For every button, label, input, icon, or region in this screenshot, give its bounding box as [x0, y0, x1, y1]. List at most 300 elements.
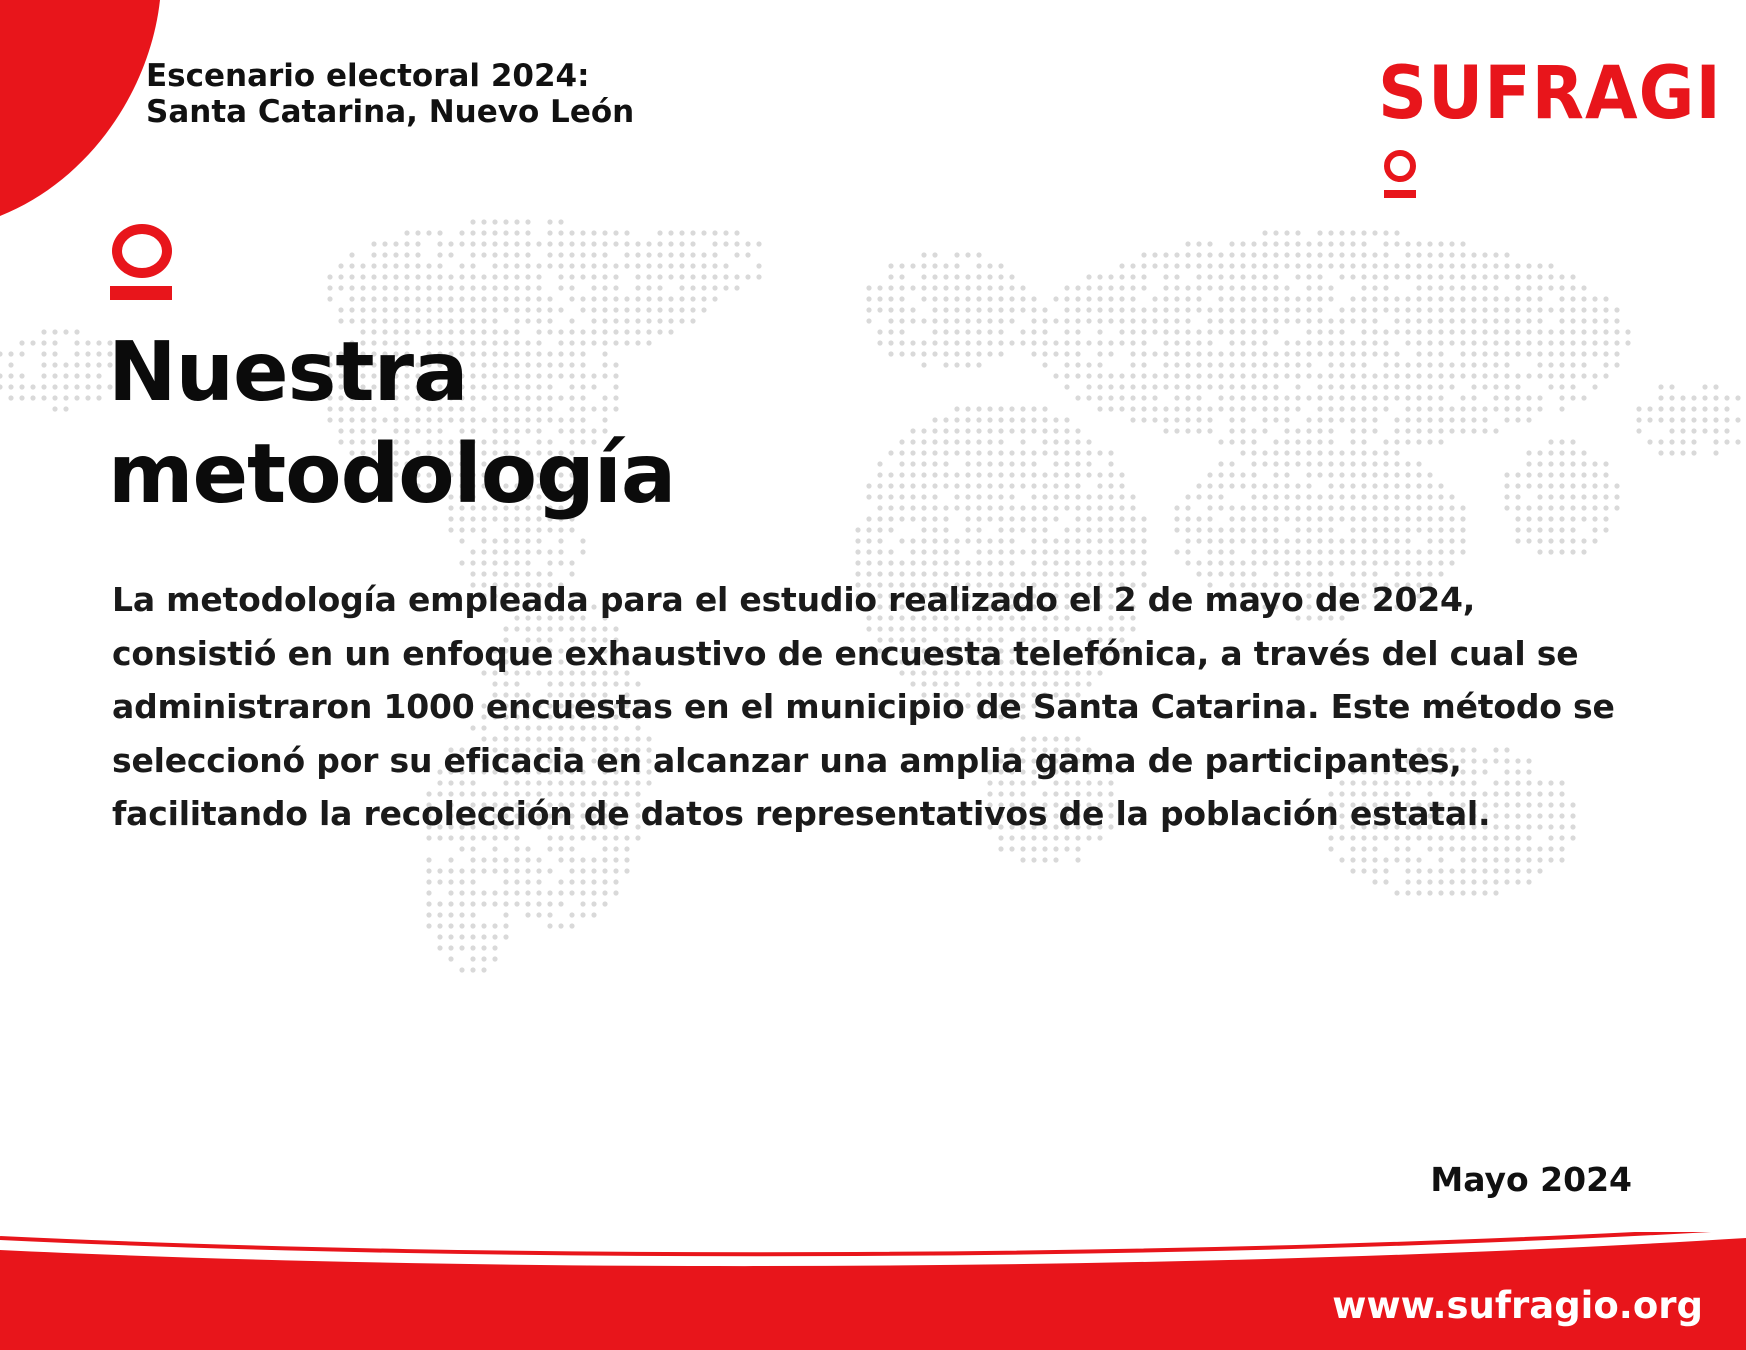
map-dot — [1339, 362, 1344, 367]
map-dot — [481, 538, 486, 543]
map-dot — [899, 538, 904, 543]
map-dot — [459, 307, 464, 312]
map-dot — [1339, 230, 1344, 235]
map-dot — [1581, 373, 1586, 378]
map-dot — [1361, 461, 1366, 466]
map-dot — [1031, 450, 1036, 455]
map-dot — [1658, 439, 1663, 444]
map-dot — [1548, 285, 1553, 290]
map-dot — [976, 549, 981, 554]
map-dot — [976, 285, 981, 290]
map-dot — [503, 230, 508, 235]
map-dot — [1097, 505, 1102, 510]
map-dot — [1119, 516, 1124, 521]
map-dot — [1262, 252, 1267, 257]
map-dot — [1526, 329, 1531, 334]
map-dot — [998, 263, 1003, 268]
map-dot — [1295, 351, 1300, 356]
map-dot — [1581, 318, 1586, 323]
map-dot — [635, 285, 640, 290]
map-dot — [624, 252, 629, 257]
map-dot — [1229, 351, 1234, 356]
map-dot — [1328, 384, 1333, 389]
map-dot — [943, 318, 948, 323]
map-dot — [1460, 318, 1465, 323]
map-dot — [1427, 241, 1432, 246]
map-dot — [1570, 472, 1575, 477]
map-dot — [470, 307, 475, 312]
map-dot — [404, 230, 409, 235]
map-dot — [613, 285, 618, 290]
map-dot — [624, 230, 629, 235]
map-dot — [1438, 274, 1443, 279]
map-dot — [1537, 406, 1542, 411]
map-dot — [1174, 406, 1179, 411]
map-dot — [1427, 329, 1432, 334]
map-dot — [932, 549, 937, 554]
map-dot — [514, 538, 519, 543]
map-dot — [74, 373, 79, 378]
map-dot — [1053, 318, 1058, 323]
map-dot — [1229, 428, 1234, 433]
date-label: Mayo 2024 — [1430, 1160, 1632, 1199]
map-dot — [1460, 879, 1465, 884]
map-dot — [30, 395, 35, 400]
map-dot — [1009, 516, 1014, 521]
map-dot — [1625, 329, 1630, 334]
map-dot — [965, 296, 970, 301]
map-dot — [701, 296, 706, 301]
map-dot — [1372, 868, 1377, 873]
map-dot — [987, 351, 992, 356]
map-dot — [987, 296, 992, 301]
map-dot — [602, 252, 607, 257]
map-dot — [1669, 384, 1674, 389]
map-dot — [602, 890, 607, 895]
map-dot — [1317, 241, 1322, 246]
map-dot — [503, 285, 508, 290]
map-dot — [1108, 395, 1113, 400]
map-dot — [1515, 857, 1520, 862]
map-dot — [1383, 472, 1388, 477]
map-dot — [1273, 384, 1278, 389]
map-dot — [1317, 560, 1322, 565]
map-dot — [976, 483, 981, 488]
map-dot — [382, 252, 387, 257]
map-dot — [1273, 549, 1278, 554]
map-dot — [987, 307, 992, 312]
map-dot — [1075, 461, 1080, 466]
map-dot — [943, 296, 948, 301]
map-dot — [1042, 439, 1047, 444]
map-dot — [1163, 417, 1168, 422]
map-dot — [536, 527, 541, 532]
map-dot — [932, 439, 937, 444]
map-dot — [74, 329, 79, 334]
map-dot — [624, 263, 629, 268]
map-dot — [1295, 527, 1300, 532]
map-dot — [1372, 846, 1377, 851]
map-dot — [525, 296, 530, 301]
map-dot — [1471, 406, 1476, 411]
map-dot — [1075, 428, 1080, 433]
map-dot — [19, 395, 24, 400]
map-dot — [602, 846, 607, 851]
map-dot — [1119, 318, 1124, 323]
map-dot — [1526, 274, 1531, 279]
map-dot — [1372, 329, 1377, 334]
map-dot — [1119, 296, 1124, 301]
map-dot — [1273, 230, 1278, 235]
map-dot — [514, 560, 519, 565]
map-dot — [1636, 417, 1641, 422]
map-dot — [85, 384, 90, 389]
map-dot — [1174, 318, 1179, 323]
map-dot — [1416, 890, 1421, 895]
map-dot — [1339, 538, 1344, 543]
map-dot — [1559, 516, 1564, 521]
map-dot — [1570, 439, 1575, 444]
map-dot — [910, 494, 915, 499]
map-dot — [965, 340, 970, 345]
map-dot — [1207, 483, 1212, 488]
map-dot — [998, 318, 1003, 323]
map-dot — [1031, 428, 1036, 433]
header-title-line1: Escenario electoral 2024: — [146, 58, 590, 94]
map-dot — [1427, 263, 1432, 268]
map-dot — [899, 307, 904, 312]
map-dot — [437, 934, 442, 939]
map-dot — [481, 868, 486, 873]
map-dot — [1438, 285, 1443, 290]
map-dot — [1009, 472, 1014, 477]
map-dot — [1086, 395, 1091, 400]
map-dot — [1405, 483, 1410, 488]
map-dot — [1064, 373, 1069, 378]
map-dot — [1108, 516, 1113, 521]
map-dot — [569, 857, 574, 862]
map-dot — [932, 505, 937, 510]
map-dot — [1108, 450, 1113, 455]
map-dot — [1592, 472, 1597, 477]
map-dot — [1042, 428, 1047, 433]
map-dot — [1317, 450, 1322, 455]
map-dot — [1405, 296, 1410, 301]
map-dot — [1416, 549, 1421, 554]
map-dot — [63, 406, 68, 411]
map-dot — [1548, 362, 1553, 367]
map-dot — [954, 450, 959, 455]
map-dot — [1009, 846, 1014, 851]
map-dot — [1383, 538, 1388, 543]
map-dot — [1339, 329, 1344, 334]
map-dot — [1097, 351, 1102, 356]
map-dot — [580, 252, 585, 257]
map-dot — [1548, 527, 1553, 532]
map-dot — [668, 252, 673, 257]
map-dot — [1493, 296, 1498, 301]
map-dot — [1031, 494, 1036, 499]
map-dot — [1504, 252, 1509, 257]
map-dot — [1020, 527, 1025, 532]
map-dot — [1493, 406, 1498, 411]
map-dot — [932, 274, 937, 279]
map-dot — [1097, 274, 1102, 279]
map-dot — [1174, 263, 1179, 268]
map-dot — [1713, 417, 1718, 422]
map-dot — [745, 274, 750, 279]
map-dot — [1097, 527, 1102, 532]
map-dot — [613, 846, 618, 851]
map-dot — [404, 307, 409, 312]
map-dot — [85, 395, 90, 400]
map-dot — [712, 241, 717, 246]
map-dot — [1416, 351, 1421, 356]
map-dot — [1031, 527, 1036, 532]
map-dot — [1438, 384, 1443, 389]
map-dot — [492, 868, 497, 873]
map-dot — [1405, 373, 1410, 378]
map-dot — [448, 274, 453, 279]
map-dot — [613, 879, 618, 884]
map-dot — [1548, 549, 1553, 554]
map-dot — [525, 890, 530, 895]
map-dot — [492, 219, 497, 224]
map-dot — [1130, 516, 1135, 521]
map-dot — [492, 956, 497, 961]
map-dot — [459, 241, 464, 246]
map-dot — [19, 340, 24, 345]
map-dot — [1471, 417, 1476, 422]
website-link[interactable]: www.sufragio.org — [1332, 1284, 1703, 1327]
map-dot — [1449, 505, 1454, 510]
map-dot — [1273, 329, 1278, 334]
map-dot — [888, 340, 893, 345]
map-dot — [734, 285, 739, 290]
map-dot — [855, 538, 860, 543]
map-dot — [1383, 505, 1388, 510]
map-dot — [679, 274, 684, 279]
map-dot — [965, 538, 970, 543]
map-dot — [1207, 505, 1212, 510]
map-dot — [1218, 318, 1223, 323]
map-dot — [1196, 483, 1201, 488]
map-dot — [602, 274, 607, 279]
map-dot — [1669, 428, 1674, 433]
map-dot — [1306, 505, 1311, 510]
map-dot — [921, 439, 926, 444]
map-dot — [536, 241, 541, 246]
map-dot — [1009, 560, 1014, 565]
map-dot — [1130, 351, 1135, 356]
map-dot — [1372, 263, 1377, 268]
map-dot — [1427, 340, 1432, 345]
map-dot — [1251, 373, 1256, 378]
map-dot — [1570, 362, 1575, 367]
map-dot — [1515, 296, 1520, 301]
map-dot — [1449, 307, 1454, 312]
map-dot — [701, 263, 706, 268]
map-dot — [1251, 241, 1256, 246]
map-dot — [888, 351, 893, 356]
map-dot — [1405, 241, 1410, 246]
map-dot — [1240, 263, 1245, 268]
map-dot — [976, 527, 981, 532]
map-dot — [1163, 340, 1168, 345]
map-dot — [1394, 538, 1399, 543]
map-dot — [1372, 285, 1377, 290]
map-dot — [503, 263, 508, 268]
map-dot — [965, 406, 970, 411]
map-dot — [888, 560, 893, 565]
map-dot — [932, 538, 937, 543]
map-dot — [1273, 351, 1278, 356]
map-dot — [690, 263, 695, 268]
map-dot — [1559, 395, 1564, 400]
map-dot — [1361, 549, 1366, 554]
map-dot — [1317, 472, 1322, 477]
map-dot — [1196, 329, 1201, 334]
map-dot — [1042, 846, 1047, 851]
map-dot — [558, 923, 563, 928]
map-dot — [1394, 439, 1399, 444]
map-dot — [1284, 516, 1289, 521]
map-dot — [1130, 527, 1135, 532]
map-dot — [1141, 351, 1146, 356]
map-dot — [1020, 846, 1025, 851]
map-dot — [448, 879, 453, 884]
map-dot — [547, 549, 552, 554]
map-dot — [899, 296, 904, 301]
map-dot — [1130, 417, 1135, 422]
map-dot — [1383, 296, 1388, 301]
map-dot — [1427, 527, 1432, 532]
map-dot — [1020, 472, 1025, 477]
map-dot — [1405, 505, 1410, 510]
map-dot — [1449, 538, 1454, 543]
map-dot — [1119, 395, 1124, 400]
map-dot — [1515, 483, 1520, 488]
map-dot — [1493, 351, 1498, 356]
map-dot — [1427, 318, 1432, 323]
map-dot — [1482, 406, 1487, 411]
map-dot — [1548, 505, 1553, 510]
map-dot — [1218, 296, 1223, 301]
map-dot — [1570, 516, 1575, 521]
map-dot — [470, 846, 475, 851]
map-dot — [1394, 549, 1399, 554]
map-dot — [712, 252, 717, 257]
map-dot — [514, 252, 519, 257]
map-dot — [1273, 461, 1278, 466]
map-dot — [1504, 362, 1509, 367]
map-dot — [1207, 527, 1212, 532]
map-dot — [1042, 406, 1047, 411]
map-dot — [1053, 340, 1058, 345]
map-dot — [998, 461, 1003, 466]
map-dot — [1592, 296, 1597, 301]
map-dot — [470, 241, 475, 246]
map-dot — [1163, 329, 1168, 334]
map-dot — [1493, 890, 1498, 895]
map-dot — [1273, 538, 1278, 543]
map-dot — [932, 428, 937, 433]
map-dot — [1141, 373, 1146, 378]
map-dot — [954, 296, 959, 301]
map-dot — [1251, 395, 1256, 400]
map-dot — [349, 274, 354, 279]
map-dot — [1306, 450, 1311, 455]
map-dot — [459, 527, 464, 532]
map-dot — [1383, 307, 1388, 312]
map-dot — [1042, 472, 1047, 477]
map-dot — [1361, 406, 1366, 411]
map-dot — [624, 846, 629, 851]
map-dot — [514, 230, 519, 235]
map-dot — [1108, 527, 1113, 532]
map-dot — [1394, 395, 1399, 400]
map-dot — [1251, 439, 1256, 444]
map-dot — [1438, 362, 1443, 367]
map-dot — [1009, 340, 1014, 345]
map-dot — [1416, 296, 1421, 301]
map-dot — [1548, 472, 1553, 477]
map-dot — [1482, 252, 1487, 257]
map-dot — [349, 296, 354, 301]
map-dot — [558, 241, 563, 246]
map-dot — [1240, 340, 1245, 345]
map-dot — [1570, 274, 1575, 279]
map-dot — [1075, 285, 1080, 290]
map-dot — [866, 307, 871, 312]
map-dot — [712, 274, 717, 279]
map-dot — [1273, 406, 1278, 411]
map-dot — [1328, 549, 1333, 554]
map-dot — [613, 296, 618, 301]
map-dot — [976, 252, 981, 257]
map-dot — [932, 527, 937, 532]
map-dot — [1306, 417, 1311, 422]
map-dot — [1372, 318, 1377, 323]
map-dot — [1361, 450, 1366, 455]
map-dot — [1130, 384, 1135, 389]
map-dot — [1460, 307, 1465, 312]
map-dot — [1372, 274, 1377, 279]
map-dot — [1317, 516, 1322, 521]
map-dot — [547, 263, 552, 268]
map-dot — [1119, 549, 1124, 554]
map-dot — [1416, 362, 1421, 367]
map-dot — [1064, 362, 1069, 367]
map-dot — [1020, 549, 1025, 554]
map-dot — [1339, 307, 1344, 312]
map-dot — [547, 912, 552, 917]
map-dot — [877, 285, 882, 290]
map-dot — [646, 307, 651, 312]
map-dot — [1152, 252, 1157, 257]
map-dot — [1240, 252, 1245, 257]
map-dot — [976, 351, 981, 356]
map-dot — [525, 868, 530, 873]
map-dot — [668, 274, 673, 279]
map-dot — [569, 241, 574, 246]
map-dot — [1009, 406, 1014, 411]
map-dot — [1328, 417, 1333, 422]
map-dot — [525, 857, 530, 862]
map-dot — [1207, 428, 1212, 433]
map-dot — [1372, 472, 1377, 477]
map-dot — [448, 241, 453, 246]
